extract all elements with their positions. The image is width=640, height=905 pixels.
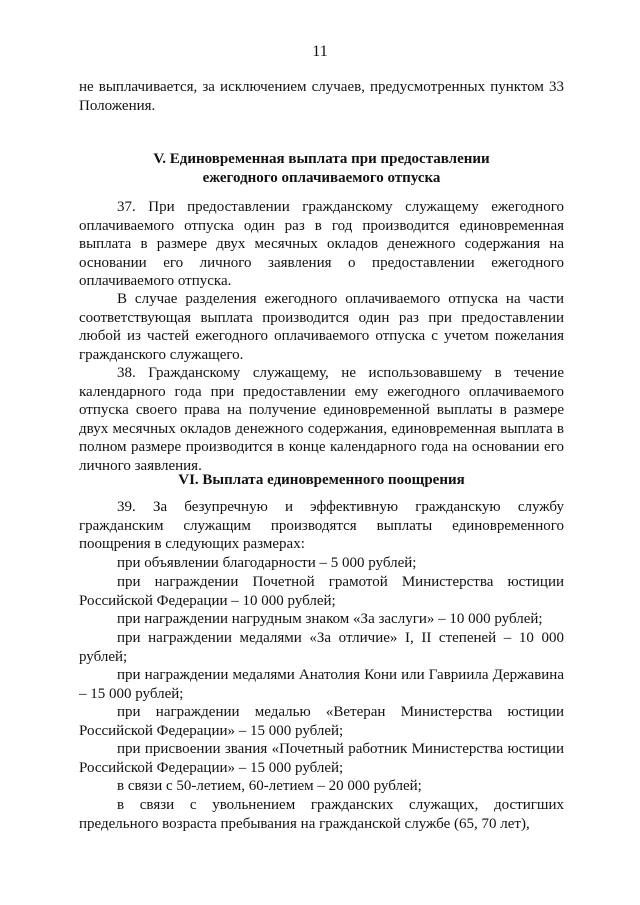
list-item: при награждении нагрудным знаком «За заслуги» – 10 000 рублей; <box>117 611 543 627</box>
list-item: в связи с 50-летием, 60-летием – 20 000 рублей; <box>117 778 422 794</box>
section-6-heading: VI. Выплата единовременного поощрения <box>178 472 465 488</box>
section-5-heading <box>79 150 564 187</box>
paragraph-37-part-2: В случае разделения ежегодного оплачиваемого отпуска на части соответствующая выплата производится один раз при предоставлении любой из частей ежегодного оплачиваемого отпуска с учетом пожелания гражданского служащего. <box>79 291 564 363</box>
paragraph-39: 39. За безупречную и эффективную гражданскую службу гражданским служащим производятся выплаты единовременного поощрения в следующих размерах: <box>79 499 564 553</box>
paragraph-37: 37. При предоставлении гражданскому служащему ежегодного оплачиваемого отпуска один раз в год производится единовременная выплата в размере двух месячных окладов денежного содержания на основании его личного заявления о предоставлении ежегодного оплачиваемого отпуска. <box>79 199 564 290</box>
list-item: при объявлении благодарности – 5 000 рублей; <box>117 555 417 571</box>
list-item: при награждении медалью «Ветеран Министерства юстиции Российской Федерации» – 15 000 рублей; <box>79 704 564 739</box>
list-item: при награждении медалями «За отличие» I, II степеней – 10 000 рублей; <box>79 630 564 665</box>
page-number: 11 <box>312 43 328 60</box>
list-item: при награждении медалями Анатолия Кони или Гавриила Державина – 15 000 рублей; <box>79 667 564 702</box>
section-5-heading-line-1: V. Единовременная выплата при предоставлении <box>153 151 490 167</box>
list-item: в связи с увольнением гражданских служащих, достигших предельного возраста пребывания на гражданской службе (65, 70 лет), <box>79 797 564 832</box>
list-item: при награждении Почетной грамотой Министерства юстиции Российской Федерации – 10 000 рублей; <box>79 574 564 609</box>
paragraph-38: 38. Гражданскому служащему, не использовавшему в течение календарного года при предоставлении ему ежегодного оплачиваемого отпуска своего права на получение единовременной выплаты в размере двух месячных окладов денежного содержания, единовременная выплата в полном размере производится в конце календарного года на основании его личного заявления. <box>79 365 564 474</box>
intro-paragraph: не выплачивается, за исключением случаев, предусмотренных пунктом 33 Положения. <box>79 79 564 114</box>
section-5-heading-line-2: ежегодного оплачиваемого отпуска <box>202 169 441 186</box>
list-item: при присвоении звания «Почетный работник Министерства юстиции Российской Федерации» – 15 000 рублей; <box>79 741 564 776</box>
